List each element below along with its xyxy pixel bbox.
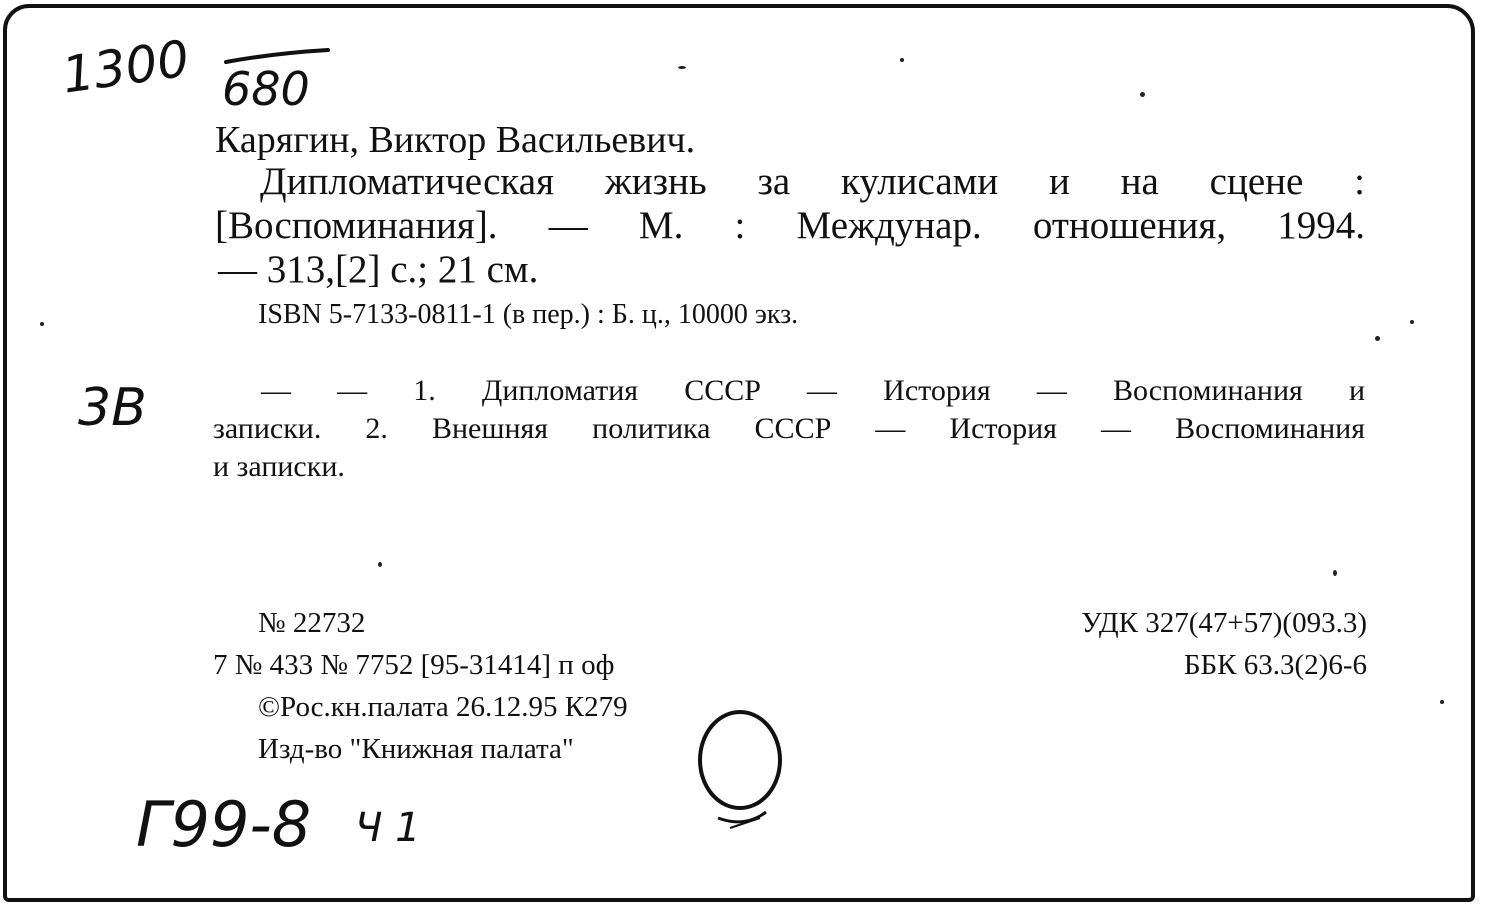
scan-speck xyxy=(1140,92,1145,97)
handwritten-circle-mark xyxy=(690,700,800,840)
udk-code: УДК 327(47+57)(093.3) xyxy=(1081,607,1367,639)
title-line-2: [Воспоминания]. — М. : Междунар. отношения, 1994. xyxy=(215,204,1365,247)
publisher-line: Изд-во "Книжная палата" xyxy=(258,733,574,765)
footer-right xyxy=(1081,602,1367,686)
scan-speck xyxy=(1375,336,1380,341)
handwritten-bottom-code: Г99-8 xyxy=(136,788,312,861)
subject-line-1: — — 1. Дипломатия СССР — История — Воспоминания и xyxy=(261,374,1365,407)
scan-speck xyxy=(678,66,686,69)
footer-left xyxy=(213,602,628,770)
card-number: № 22732 xyxy=(258,607,366,639)
order-line: 7 № 433 № 7752 [95-31414] п оф xyxy=(213,649,615,681)
subject-headings xyxy=(213,372,1365,486)
handwritten-overline xyxy=(224,46,334,66)
title-line-3: — 313,[2] с.; 21 см. xyxy=(218,248,539,291)
subject-line-2: записки. 2. Внешняя политика СССР — История — Воспоминания xyxy=(213,412,1365,445)
handwritten-bottom-suffix: Ч 1 xyxy=(355,805,421,851)
isbn-line: ISBN 5-7133-0811-1 (в пер.) : Б. ц., 10000 экз. xyxy=(258,299,799,330)
title-line-1: Дипломатическая жизнь за кулисами и на сцене : xyxy=(260,160,1365,203)
scan-speck xyxy=(900,58,904,62)
scan-speck xyxy=(1410,320,1414,324)
scan-speck xyxy=(378,562,382,567)
scan-speck xyxy=(40,322,44,326)
handwritten-classification: 3B xyxy=(78,378,147,438)
author-line: Карягин, Виктор Васильевич. xyxy=(215,119,696,161)
handwritten-number-1300: 1300 xyxy=(58,29,193,105)
title-block xyxy=(215,160,1365,292)
scan-speck xyxy=(1440,700,1444,704)
subject-line-3: и записки. xyxy=(213,450,345,483)
scan-speck xyxy=(1333,570,1337,576)
handwritten-number-680: 680 xyxy=(222,62,310,116)
bbk-code: ББК 63.3(2)6-6 xyxy=(1183,649,1367,681)
copyright-line: ©Рос.кн.палата 26.12.95 К279 xyxy=(258,691,628,723)
